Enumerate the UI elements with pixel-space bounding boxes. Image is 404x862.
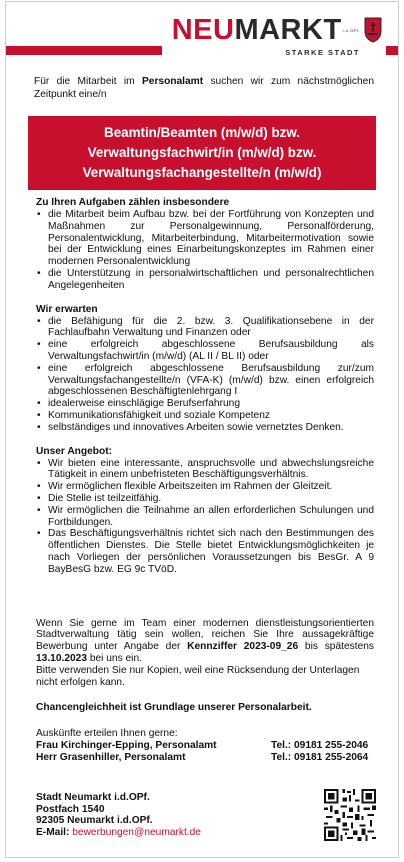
- postal-address: [36, 792, 201, 838]
- list-item: • eine erfolgreich abgeschlossene Berufsausbildung als Verwaltungsfachwirt/in (m/w/d) (AL II / BL II) oder: [36, 339, 374, 363]
- contact-row: [36, 752, 374, 764]
- list-item: • Das Beschäftigungsverhältnis richtet sich nach den Bestimmungen des öffentlichen Dienstes. Die Stelle bietet Entwicklungsmöglichkeiten je nach Vorliegen der persönlichen Voraussetzungen bis BesGr. A 9 BayBesG bzw. EG 9c TVöD.: [36, 528, 374, 575]
- list-item: • eine erfolgreich abgeschlossene Berufsausbildung zur/zum Verwaltungsfachangestellte/n (VFA-K) (m/w/d) bzw. einen erfolgreich abgeschlossenen Beschäftigtenlehrgang I: [36, 363, 374, 398]
- contact-name: Herr Grasenhiller, Personalamt: [36, 751, 186, 763]
- job-title-line-3: Verwaltungsfachangestellte/n (m/w/d): [82, 165, 322, 180]
- email-line: E-Mail: bewerbungen@neumarkt.de: [36, 826, 201, 838]
- tasks-section: [36, 197, 374, 292]
- expect-section: [36, 304, 374, 434]
- intro-text: Für die Mitarbeit im Personalamt suchen wir zum nächstmöglichen Zeitpunkt eine/n: [34, 76, 374, 100]
- list-item: • Die Stelle ist teilzeitfähig.: [36, 493, 374, 505]
- job-title-line-2: Verwaltungsfachwirt/in (m/w/d) bzw.: [87, 145, 317, 160]
- list-item: • die Befähigung für die 2. bzw. 3. Qualifikationsebene in der Fachlaufbahn Verwaltung und Finanzen oder: [36, 316, 374, 340]
- city-crest-icon: [364, 17, 382, 43]
- contact-phone: Tel.: 09181 255-2046: [271, 739, 369, 751]
- copies-note: Bitte verwenden Sie nur Kopien, weil eine Rücksendung der Unterlagen nicht erfolgen kann.: [36, 664, 360, 688]
- posting-content: [36, 197, 374, 763]
- list-item: • die Unterstützung in personalwirtschaftlichen und personalrechtlichen Angelegenheiten: [36, 268, 374, 292]
- expect-heading: Wir erwarten: [36, 303, 98, 315]
- address-line: 92305 Neumarkt i.d.OPf.: [36, 815, 153, 827]
- list-item: • selbständiges und innovatives Arbeiten sowie vernetztes Denken.: [36, 422, 374, 434]
- contact-name: Frau Kirchinger-Epping, Personalamt: [36, 739, 217, 751]
- address-line: Postfach 1540: [36, 803, 105, 815]
- list-item: • die Mitarbeit beim Aufbau bzw. bei der Fortführung von Konzepten und Maßnahmen zur Personalgewinnung, Personalförderung, Personalentwicklung, Mitarbeiterbindung, Mitarbeitermotivation sowie bei der Entwicklung eines Einarbeitungskonzeptes im Rahmen einer modernen Personalentwicklung: [36, 209, 374, 268]
- offer-section: [36, 446, 374, 576]
- qr-code-icon[interactable]: [324, 789, 376, 841]
- logo-tagline: STARKE STADT: [285, 48, 360, 58]
- list-item: • Wir ermöglichen die Teilnahme an allen erforderlichen Schulungen und Fortbildungen.: [36, 505, 374, 529]
- list-item: • Wir ermöglichen flexible Arbeitszeiten im Rahmen der Gleitzeit.: [36, 481, 374, 493]
- contact-row: [36, 740, 374, 752]
- list-item: • idealerweise einschlägige Berufserfahrung: [36, 398, 374, 410]
- contacts-intro: Auskünfte erteilen Ihnen gerne:: [36, 728, 178, 740]
- neumarkt-logo: [162, 15, 386, 57]
- job-title-line-1: Beamtin/Beamten (m/w/d) bzw.: [104, 125, 300, 140]
- job-posting-page: [5, 1, 399, 858]
- list-item: • Kommunikationsfähigkeit und soziale Kompetenz: [36, 410, 374, 422]
- tasks-heading: Zu Ihren Aufgaben zählen insbesondere: [36, 197, 230, 208]
- equality-statement: Chancengleichheit ist Grundlage unserer Personalarbeit.: [36, 702, 312, 714]
- offer-heading: Unser Angebot:: [36, 445, 113, 457]
- list-item: • Wir bieten eine interessante, anspruchsvolle und abwechslungsreiche Tätigkeit in einem unbefristeten Beschäftigungsverhältnis.: [36, 458, 374, 482]
- email-link[interactable]: bewerbungen@neumarkt.de: [72, 826, 201, 838]
- job-title-banner: [28, 116, 376, 190]
- application-paragraph: Wenn Sie gerne im Team einer modernen dienstleistungsorientierten Stadtverwaltung tätig sein wollen, reichen Sie Ihre aussagekräftige Bewerbung unter Angabe der Kennziffer 2023-09_26 bis spätestens 13.10.2023 bei uns ein.: [36, 617, 374, 664]
- logo-wordmark: NEUMARKTi.d.OPf.: [171, 14, 360, 46]
- address-line: Stadt Neumarkt i.d.OPf.: [36, 792, 150, 803]
- contact-phone: Tel.: 09181 255-2064: [271, 751, 369, 763]
